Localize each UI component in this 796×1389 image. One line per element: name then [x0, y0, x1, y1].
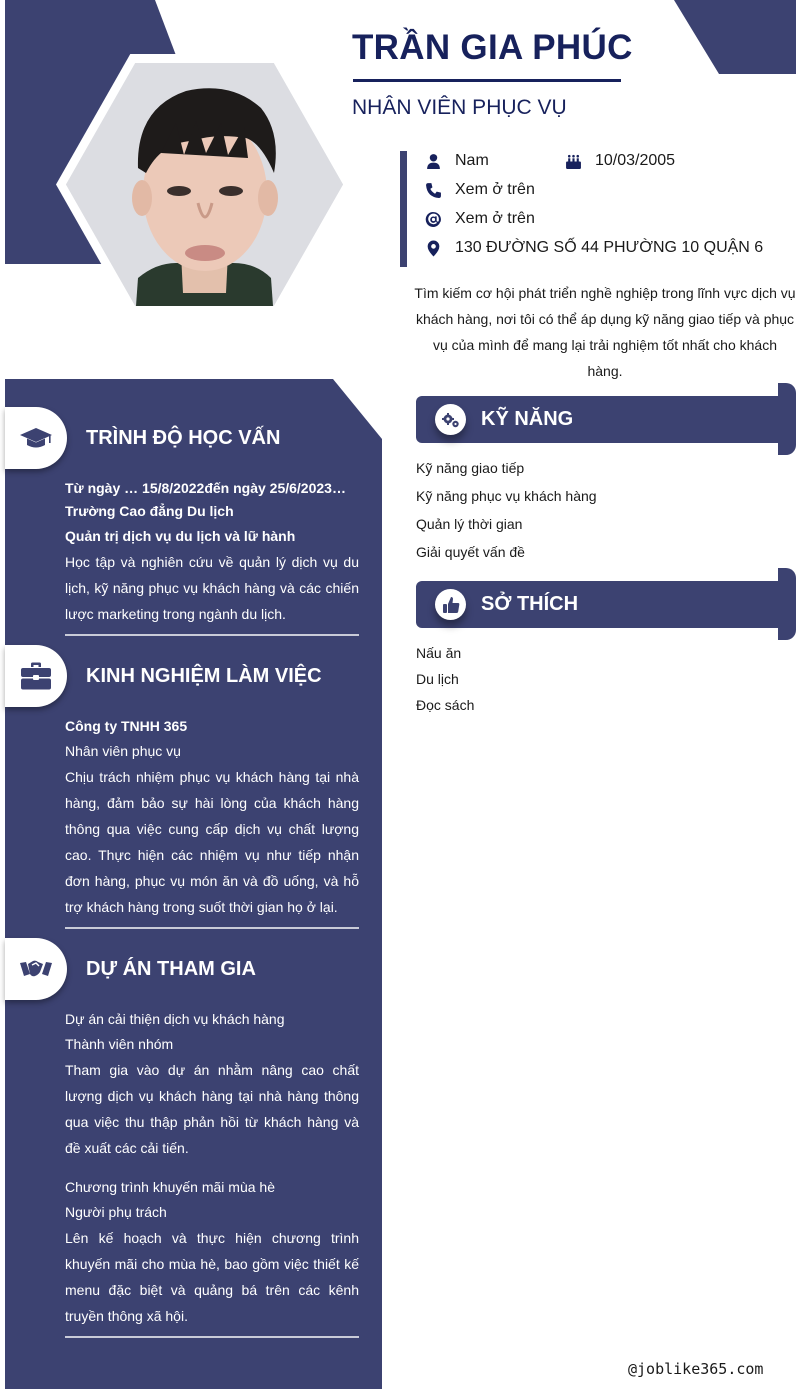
skill-item: Quản lý thời gian [416, 516, 523, 532]
gears-icon [435, 404, 466, 435]
projects-badge [5, 938, 67, 1000]
map-pin-icon [424, 239, 442, 257]
contact-birthdate [564, 152, 675, 170]
contact-phone [424, 181, 535, 199]
watermark-url: @joblike365.com [628, 1360, 764, 1378]
thumbs-up-icon [435, 589, 466, 620]
experience-title: KINH NGHIỆM LÀM VIỆC [86, 665, 322, 687]
skills-section-header [416, 396, 796, 443]
experience-company: Công ty TNHH 365 [65, 718, 188, 734]
at-icon [424, 210, 442, 228]
education-title: TRÌNH ĐỘ HỌC VẤN [86, 427, 281, 449]
project-1-name: Dự án cải thiện dịch vụ khách hàng [65, 1011, 285, 1027]
hobbies-title: SỞ THÍCH [481, 593, 579, 615]
skill-item: Kỹ năng phục vụ khách hàng [416, 488, 597, 504]
project-2-role: Người phụ trách [65, 1204, 167, 1220]
experience-description: Chịu trách nhiệm phục vụ khách hàng tại nhà hàng, đảm bảo sự hài lòng của khách hàng thông qua việc cung cấp dịch vụ chất lượng cao. Thực hiện các nhiệm vụ như tiếp nhận đơn hàng, phục vụ món ăn và đồ uống, và hỗ trợ khách hàng trong suốt thời gian họ ở lại. [65, 769, 359, 915]
name-underline [353, 79, 621, 82]
contact-gender-value: Nam [455, 152, 489, 169]
project-1-description: Tham gia vào dự án nhằm nâng cao chất lượng dịch vụ khách hàng tại nhà hàng thông qua việc thu thập phản hồi từ khách hàng và đề xuất các cải tiến. [65, 1062, 359, 1156]
hobby-item: Đọc sách [416, 697, 475, 713]
decorative-shape-top-right [674, 0, 796, 74]
projects-title: DỰ ÁN THAM GIA [86, 958, 256, 980]
contact-address-value: 130 ĐƯỜNG SỐ 44 PHƯỜNG 10 QUẬN 6 [455, 239, 764, 256]
experience-position: Nhân viên phục vụ [65, 743, 181, 759]
handshake-icon [19, 954, 53, 984]
skill-item: Giải quyết vấn đề [416, 544, 525, 560]
projects-divider [65, 1336, 359, 1338]
job-title: NHÂN VIÊN PHỤC VỤ [352, 96, 567, 119]
contact-email-value: Xem ở trên [455, 210, 535, 227]
hobby-item: Du lịch [416, 671, 459, 687]
hobbies-section-header [416, 581, 796, 628]
phone-icon [424, 181, 442, 199]
experience-badge [5, 645, 67, 707]
contact-birthdate-value: 10/03/2005 [595, 152, 676, 169]
career-objective: Tìm kiếm cơ hội phát triển nghề nghiệp trong lĩnh vực dịch vụ khách hàng, nơi tôi có thể áp dụng kỹ năng giao tiếp và phục vụ của mình để mang lại trải nghiệm tốt nhất cho khách hàng. [414, 285, 796, 379]
skill-item: Kỹ năng giao tiếp [416, 460, 525, 476]
contact-phone-value: Xem ở trên [455, 181, 535, 198]
graduation-cap-icon [19, 423, 53, 453]
project-2-name: Chương trình khuyến mãi mùa hè [65, 1179, 275, 1195]
project-2-description: Lên kế hoạch và thực hiện chương trình khuyến mãi cho mùa hè, bao gồm việc thiết kế menu đặc biệt và quảng bá trên các kênh truyền thông xã hội. [65, 1230, 359, 1324]
education-major: Quản trị dịch vụ du lịch và lữ hành [65, 528, 296, 544]
education-school: Trường Cao đẳng Du lịch [65, 503, 234, 519]
contact-accent-bar [400, 151, 407, 267]
hobby-item: Nấu ăn [416, 645, 462, 661]
contact-gender [424, 152, 489, 170]
candidate-name: TRẦN GIA PHÚC [352, 28, 633, 67]
experience-divider [65, 927, 359, 929]
education-badge [5, 407, 67, 469]
user-icon [424, 152, 442, 170]
cake-icon [564, 152, 582, 170]
education-description: Học tập và nghiên cứu về quản lý dịch vụ du lịch, kỹ năng phục vụ khách hàng và các chiến lược marketing trong ngành du lịch. [65, 554, 359, 622]
briefcase-icon [19, 661, 53, 691]
contact-address [424, 239, 763, 257]
education-period: Từ ngày … 15/8/2022đến ngày 25/6/2023… [65, 480, 346, 496]
project-1-role: Thành viên nhóm [65, 1036, 174, 1052]
skills-title: KỸ NĂNG [481, 408, 574, 430]
education-divider [65, 634, 359, 636]
contact-email [424, 210, 535, 228]
